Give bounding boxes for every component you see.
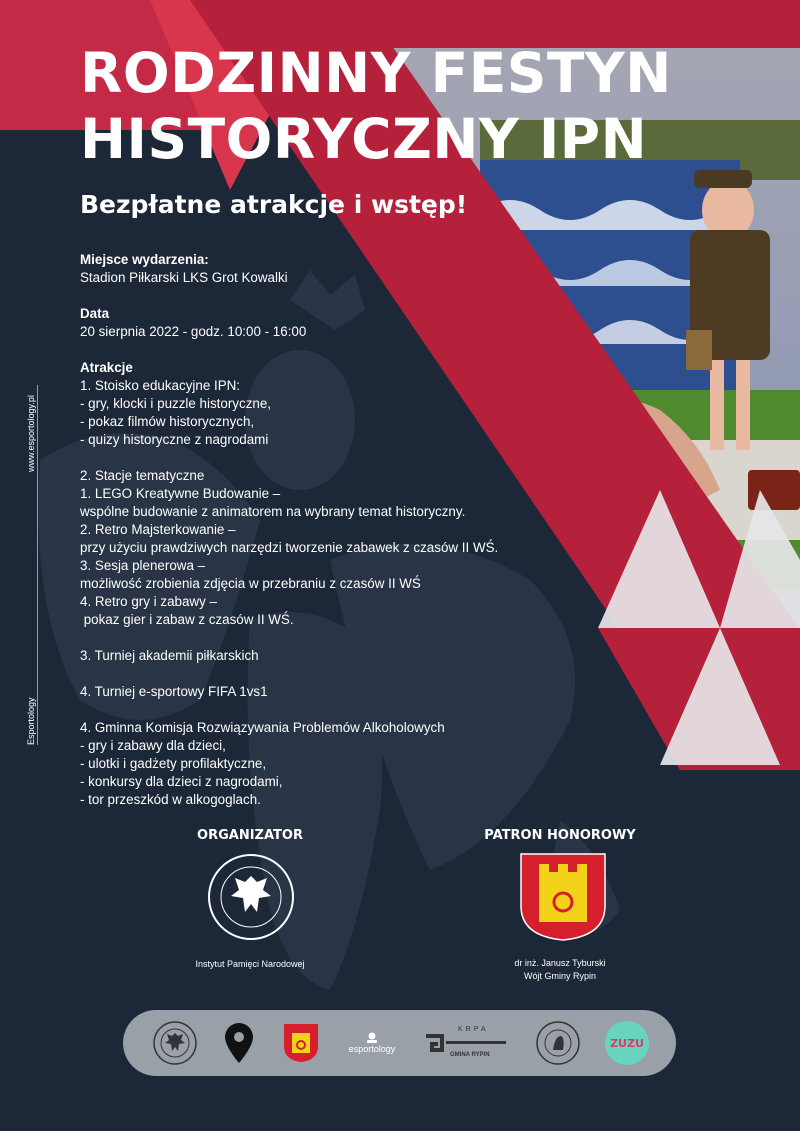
esportology-mark-icon [365,1032,379,1044]
krpa-logo [420,1010,510,1076]
side-divider [37,385,38,745]
school-emblem-icon [535,1020,581,1066]
side-brand: Esportology [26,697,36,745]
event-details [80,251,600,809]
date-heading: Data [80,306,110,321]
list-item: wspólne budowanie z animatorem na wybrany temat historyczny. [80,504,466,519]
list-item: - konkursy dla dzieci z nagrodami, [80,774,283,789]
list-item: 2. Retro Majsterkowanie – [80,522,236,537]
list-item: przy użyciu prawdziwych narzędzi tworzenie zabawek z czasów II WŚ. [80,540,499,555]
krpa-top-text: KRPA [458,1026,489,1033]
patron-name: dr inż. Janusz Tyburski [514,958,606,968]
poster-subtitle: Bezpłatne atrakcje i wstęp! [80,190,468,219]
ipn-seal-icon [206,852,296,942]
zuzu-text: ZUZU [605,1021,649,1065]
krpa-bottom-text: GMINA RYPIN [450,1052,490,1058]
football-tournament: 3. Turniej akademii piłkarskich [80,648,259,663]
list-item: - gry i zabawy dla dzieci, [80,738,226,753]
list-item: 4. Retro gry i zabawy – [80,594,217,609]
venue-heading: Miejsce wydarzenia: [80,252,209,267]
organizer-name: Instytut Pamięci Narodowej [195,959,305,969]
poster-title: RODZINNY FESTYN HISTORYCZNY IPN [80,41,672,171]
patron-role: Wójt Gminy Rypin [523,971,596,981]
organizer-heading: ORGANIZATOR [197,828,303,843]
list-item: możliwość zrobienia zdjęcia w przebraniu z czasów II WŚ [80,576,421,591]
esportology-logo [340,1010,404,1076]
patron-heading: PATRON HONOROWY [484,828,636,843]
list-item: 3. Sesja plenerowa – [80,558,206,573]
list-item: - ulotki i gadżety profilaktyczne, [80,756,267,771]
ipn-stand-heading: 1. Stoisko edukacyjne IPN: [80,378,241,393]
rypin-coat-of-arms-icon [519,852,607,942]
list-item: 1. LEGO Kreatywne Budowanie – [80,486,281,501]
attractions-heading: Atrakcje [80,360,133,375]
esportology-text: esportology [348,1044,396,1054]
patron-info [470,957,650,983]
zuzu-logo [602,1010,652,1076]
list-item: - gry, klocki i puzzle historyczne, [80,396,271,411]
venue-text: Stadion Piłkarski LKS Grot Kowalki [80,270,288,285]
side-url: www.esportology.pl [26,395,36,472]
stations-heading: 2. Stacje tematyczne [80,468,205,483]
ipn-logo [150,1010,200,1076]
list-item: - quizy historyczne z nagrodami [80,432,269,447]
list-item: - tor przeszkód w alkogoglach. [80,792,261,807]
school-emblem-logo [533,1010,583,1076]
rypin-small-crest-icon [282,1010,320,1076]
location-pin-icon [222,1010,256,1076]
ipn-seal-small-icon [152,1020,198,1066]
date-text: 20 sierpnia 2022 - godz. 10:00 - 16:00 [80,324,307,339]
list-item: pokaz gier i zabaw z czasów II WŚ. [80,612,294,627]
esports-tournament: 4. Turniej e-sportowy FIFA 1vs1 [80,684,268,699]
commission-heading: 4. Gminna Komisja Rozwiązywania Problemów Alkoholowych [80,720,445,735]
list-item: - pokaz filmów historycznych, [80,414,255,429]
